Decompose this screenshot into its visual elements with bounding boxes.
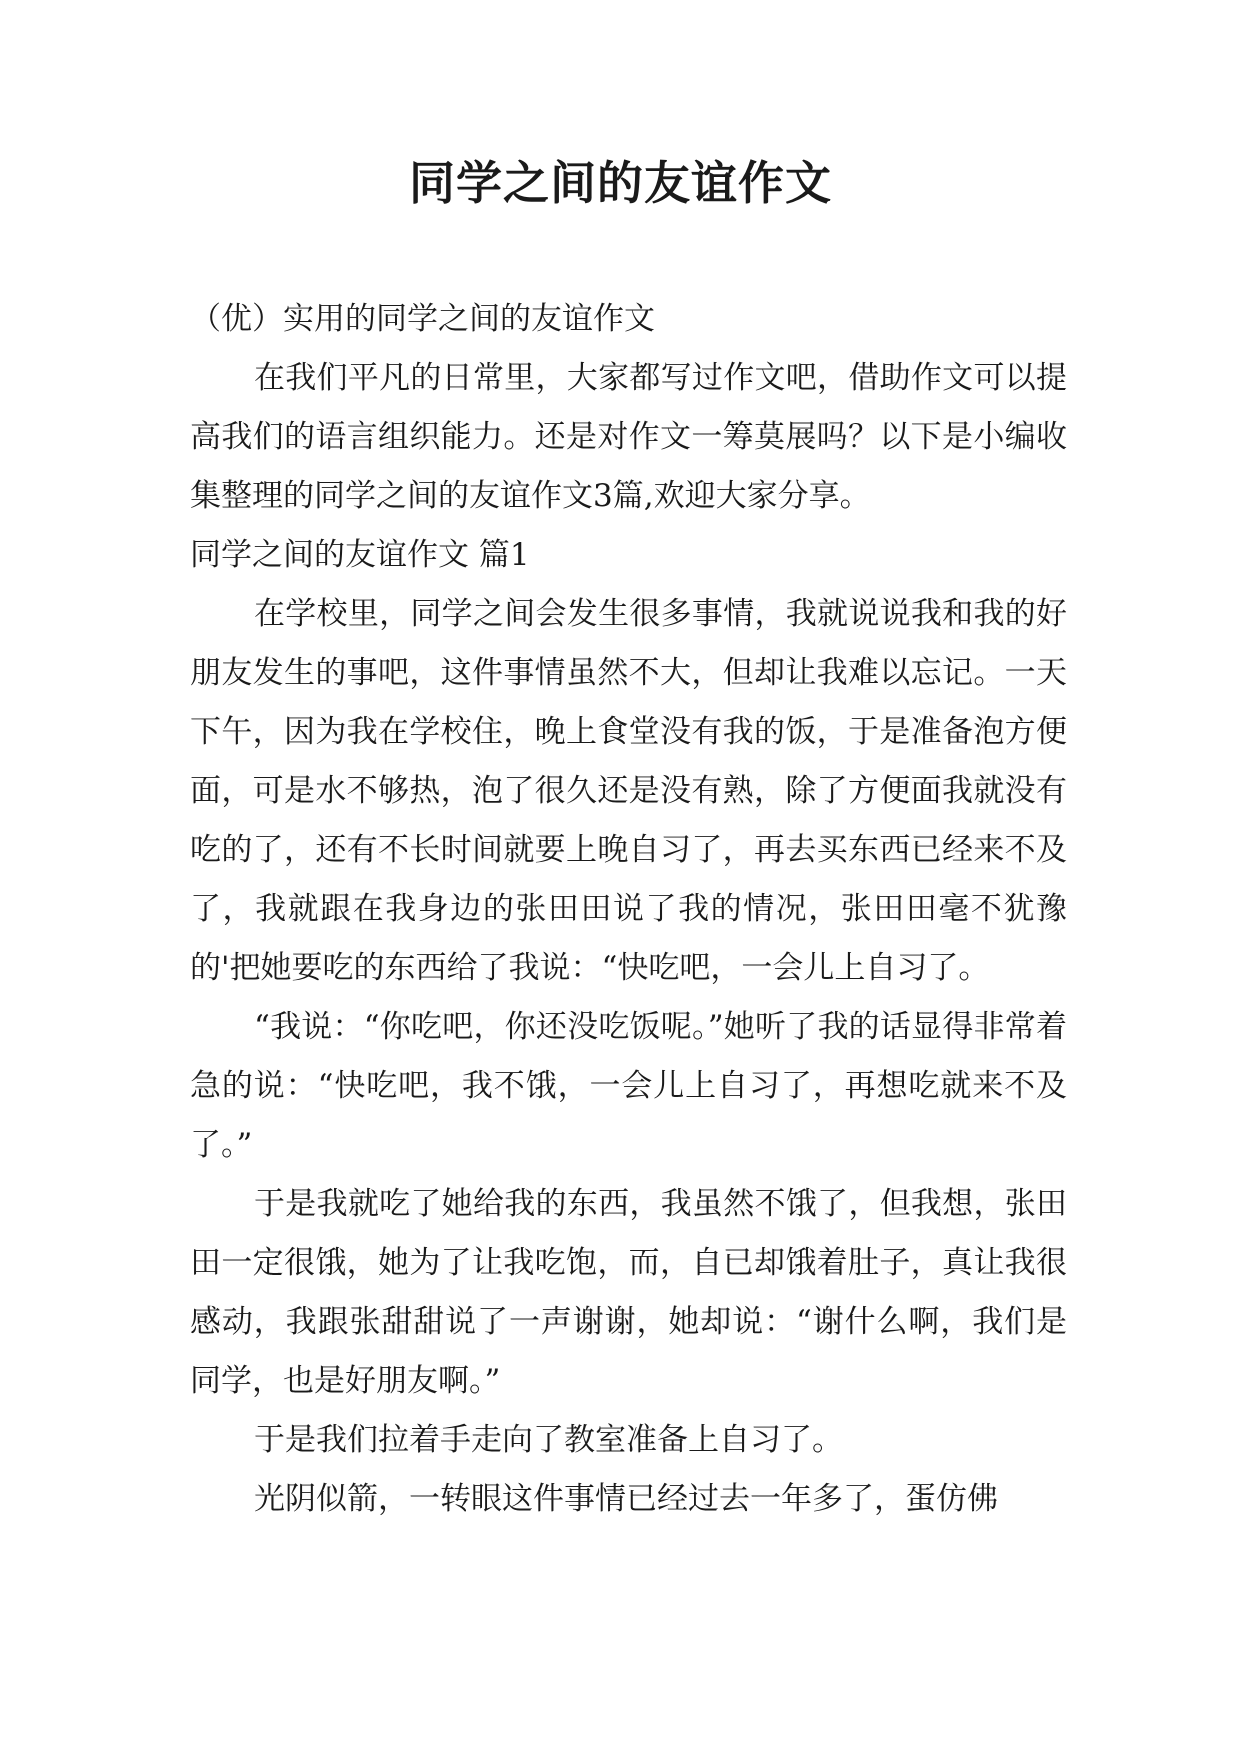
body-paragraph: 于是我就吃了她给我的东西，我虽然不饿了，但我想，张田田一定很饿，她为了让我吃饱，而，自已却饿着肚子，真让我很感动，我跟张甜甜说了一声谢谢，她却说：“谢什么啊，我们是同学，也是好朋友啊。”: [190, 1186, 1067, 1399]
body-paragraph: 在学校里，同学之间会发生很多事情，我就说说我和我的好朋友发生的事吧，这件事情虽然不大，但却让我难以忘记。一天下午，因为我在学校住，晚上食堂没有我的饭，于是准备泡方便面，可是水不够热，泡了很久还是没有熟，除了方便面我就没有吃的了，还有不长时间就要上晚自习了，再去买东西已经来不及了，我就跟在我身边的张田田说了我的情况，张田田毫不犹豫的'把她要吃的东西给了我说：“快吃吧，一会儿上自习了。: [190, 596, 1067, 986]
document-title: 同学之间的友谊作文: [409, 156, 832, 210]
section-heading: 同学之间的友谊作文 篇1: [190, 537, 530, 573]
body-paragraph: 于是我们拉着手走向了教室准备上自习了。: [254, 1422, 843, 1458]
body-paragraph: “我说：“你吃吧，你还没吃饭呢。”她听了我的话显得非常着急的说：“快吃吧，我不饿，一会儿上自习了，再想吃就来不及了。”: [190, 1009, 1067, 1163]
body-paragraph: 光阴似箭，一转眼这件事情已经过去一年多了，蛋仿佛: [254, 1481, 998, 1517]
document-body: [190, 290, 1067, 1529]
intro-paragraph: 在我们平凡的日常里，大家都写过作文吧，借助作文可以提高我们的语言组织能力。还是对作文一筹莫展吗？以下是小编收集整理的同学之间的友谊作文3篇,欢迎大家分享。: [190, 360, 1067, 514]
subtitle-paragraph: （优）实用的同学之间的友谊作文: [190, 301, 655, 337]
